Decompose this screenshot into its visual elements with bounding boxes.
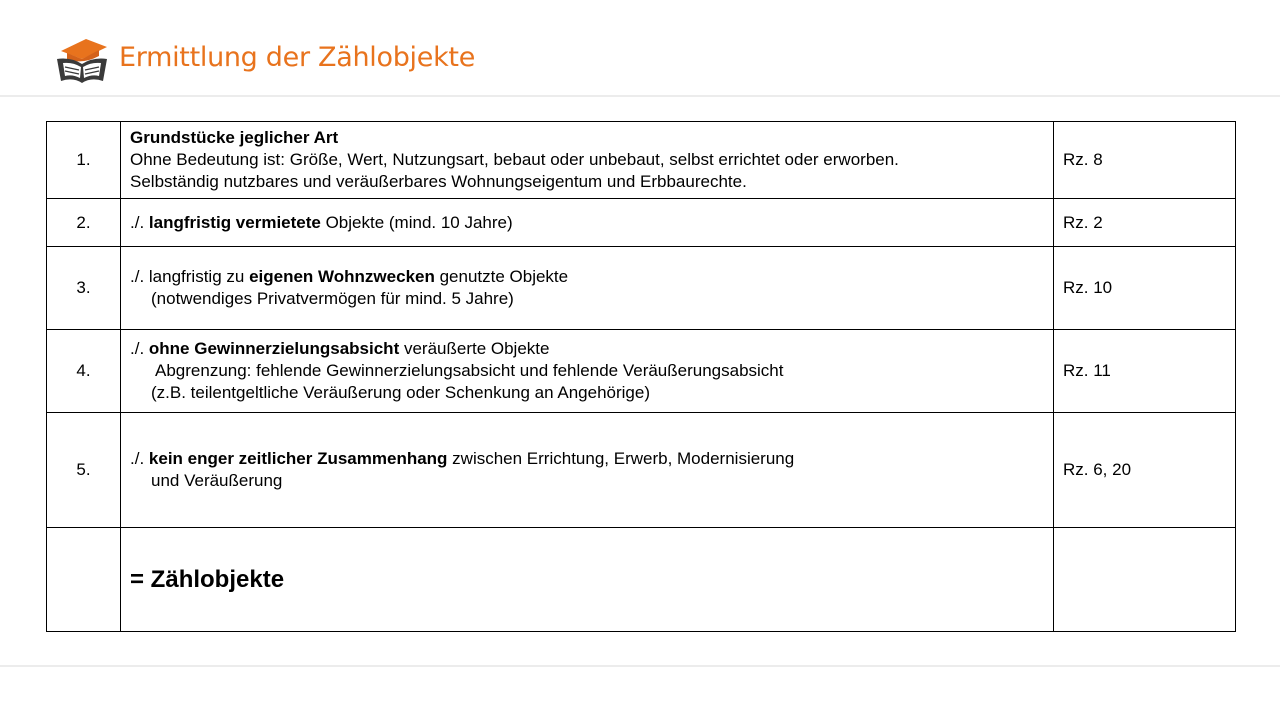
row-number: 3. xyxy=(47,247,121,330)
counting-objects-table xyxy=(46,121,1236,632)
row-text: (z.B. teilentgeltliche Veräußerung oder Schenkung an Angehörige) xyxy=(151,383,650,402)
row-reference xyxy=(1054,528,1236,632)
row-text: Abgrenzung: fehlende Gewinnerzielungsabsicht und fehlende Veräußerungsabsicht xyxy=(155,361,784,380)
table-row-total xyxy=(47,528,1236,632)
row-description xyxy=(121,247,1054,330)
row-description xyxy=(121,199,1054,247)
row-text: veräußerte Objekte xyxy=(399,339,550,358)
row-keyword: eigenen Wohnzwecken xyxy=(249,267,435,286)
table-row xyxy=(47,330,1236,413)
row-heading: Grundstücke jeglicher Art xyxy=(130,128,339,147)
slide-header xyxy=(0,0,1280,96)
row-prefix: ./. xyxy=(130,267,149,286)
footer-divider xyxy=(0,665,1280,667)
row-text: langfristig zu xyxy=(148,267,250,286)
row-description xyxy=(121,330,1054,413)
row-reference: Rz. 2 xyxy=(1054,199,1236,247)
row-text: genutzte Objekte xyxy=(434,267,569,286)
row-prefix: ./. xyxy=(130,212,149,232)
row-number xyxy=(47,528,121,632)
row-reference: Rz. 8 xyxy=(1054,122,1236,199)
row-text: Selbständig nutzbares und veräußerbares Wohnungseigentum und Erbbaurechte. xyxy=(130,172,747,191)
row-number: 5. xyxy=(47,413,121,528)
row-description xyxy=(121,528,1054,632)
row-number: 2. xyxy=(47,199,121,247)
row-description xyxy=(121,122,1054,199)
row-text: (notwendiges Privatvermögen für mind. 5 Jahre) xyxy=(151,289,514,308)
row-text: Ohne Bedeutung ist: Größe, Wert, Nutzungsart, bebaut oder unbebaut, selbst errichtet oder erworben. xyxy=(130,150,899,169)
table-row xyxy=(47,413,1236,528)
row-text: und Veräußerung xyxy=(151,471,283,490)
row-prefix: ./. xyxy=(130,339,149,358)
row-keyword: kein enger zeitlicher Zusammenhang xyxy=(148,449,448,468)
row-keyword: ohne Gewinnerzielungsabsicht xyxy=(148,339,400,358)
row-text: Objekte (mind. 10 Jahre) xyxy=(320,212,513,232)
graduation-cap-book-icon xyxy=(53,37,111,85)
table-row xyxy=(47,199,1236,247)
row-number: 4. xyxy=(47,330,121,413)
row-reference: Rz. 11 xyxy=(1054,330,1236,413)
row-keyword: langfristig vermietete xyxy=(148,212,321,232)
table-row xyxy=(47,122,1236,199)
row-reference: Rz. 6, 20 xyxy=(1054,413,1236,528)
row-description xyxy=(121,413,1054,528)
row-text: zwischen Errichtung, Erwerb, Modernisierung xyxy=(447,449,795,468)
header-divider xyxy=(0,95,1280,97)
total-label: = Zählobjekte xyxy=(130,565,285,593)
row-reference: Rz. 10 xyxy=(1054,247,1236,330)
page-title: Ermittlung der Zählobjekte xyxy=(119,42,476,73)
row-number: 1. xyxy=(47,122,121,199)
row-prefix: ./. xyxy=(130,449,149,468)
table-row xyxy=(47,247,1236,330)
